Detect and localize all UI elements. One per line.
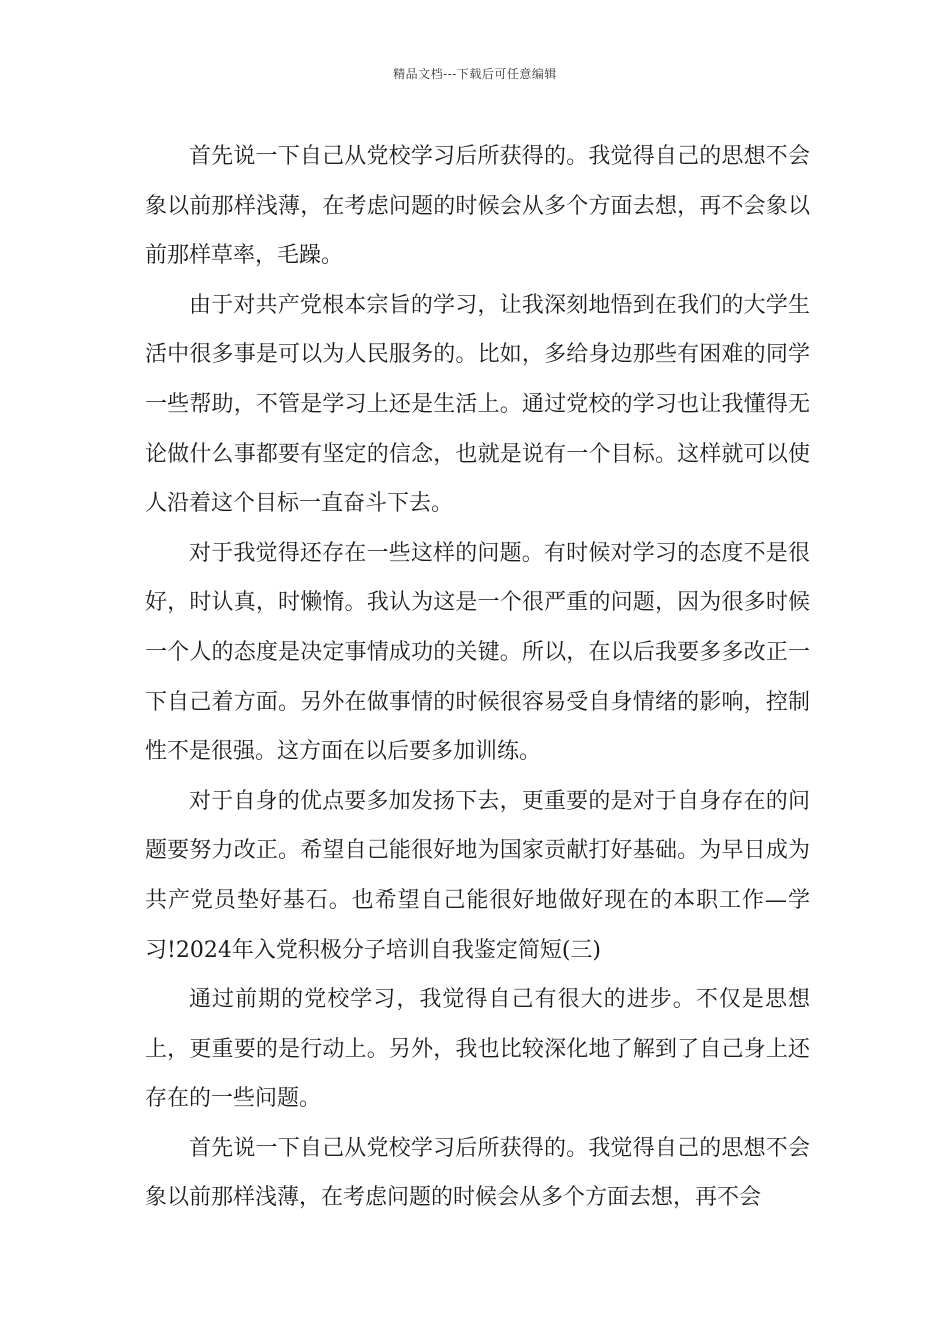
paragraph: 对于我觉得还存在一些这样的问题。有时候对学习的态度不是很好，时认真，时懒惰。我认为这是一个很严重的问题，因为很多时候一个人的态度是决定事情成功的关键。所以，在以后我要多多改正一下自己着方面。另外在做事情的时候很容易受自身情绪的影响，控制性不是很强。这方面在以后要多加训练。 [145,540,810,765]
paragraph: 由于对共产党根本宗旨的学习，让我深刻地悟到在我们的大学生活中很多事是可以为人民服务的。比如，多给身边那些有困难的同学一些帮助，不管是学习上还是生活上。通过党校的学习也让我懂得无论做什么事都要有坚定的信念，也就是说有一个目标。这样就可以使人沿着这个目标一直奋斗下去。 [145,292,810,517]
paragraph: 首先说一下自己从党校学习后所获得的。我觉得自己的思想不会象以前那样浅薄，在考虑问题的时候会从多个方面去想，再不会象以前那样草率，毛躁。 [145,144,810,269]
page-header: 精品文档---下载后可任意编辑 [393,67,557,81]
paragraph: 首先说一下自己从党校学习后所获得的。我觉得自己的思想不会象以前那样浅薄，在考虑问题的时候会从多个方面去想，再不会 [145,1135,810,1211]
document-body [145,132,810,1223]
paragraph: 对于自身的优点要多加发扬下去，更重要的是对于自身存在的问题要努力改正。希望自己能很好地为国家贡献打好基础。为早日成为共产党员垫好基石。也希望自己能很好地做好现在的本职工作—学习!2024年入党积极分子培训自我鉴定简短(三) [145,788,810,963]
paragraph: 通过前期的党校学习，我觉得自己有很大的进步。不仅是思想上，更重要的是行动上。另外，我也比较深化地了解到了自己身上还存在的一些问题。 [145,987,810,1112]
